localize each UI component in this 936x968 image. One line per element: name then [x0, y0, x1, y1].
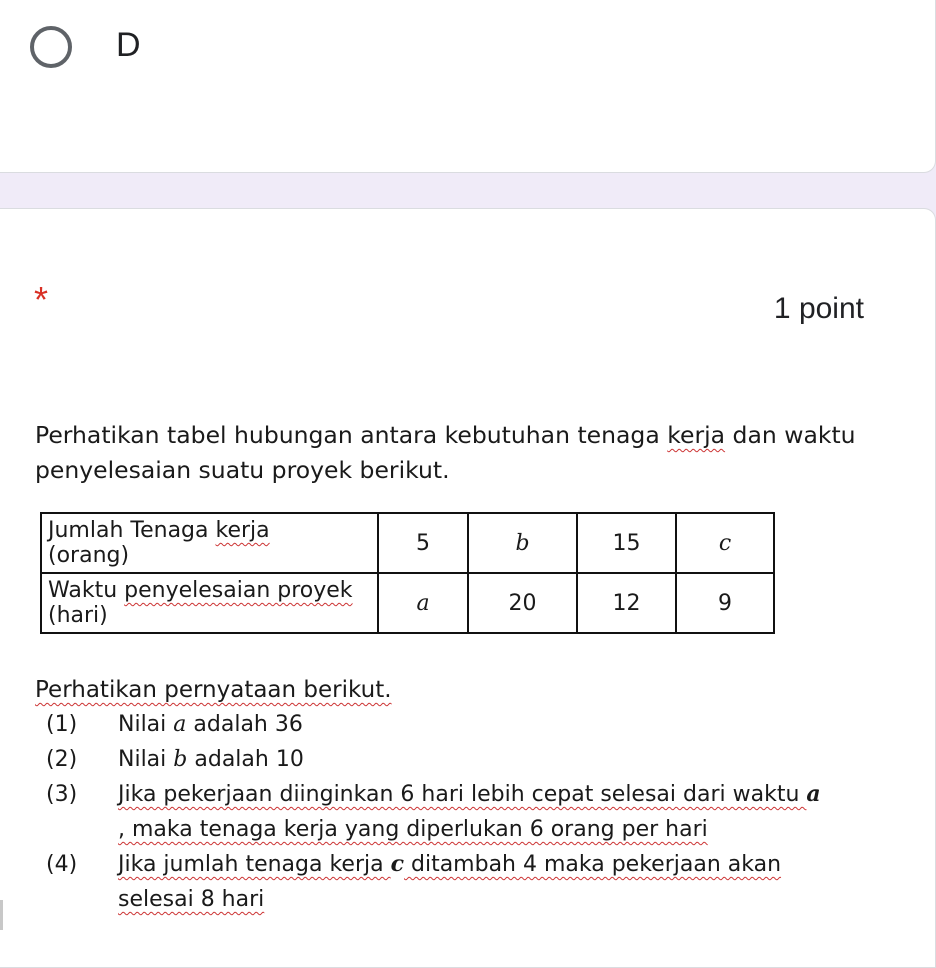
- row-header-workers: Jumlah Tenaga kerja (orang): [41, 513, 378, 573]
- table-cell: b: [468, 513, 577, 573]
- scroll-edge: [0, 900, 3, 930]
- intro-text-3: penyelesaian suatu proyek berikut.: [35, 456, 450, 484]
- table-row: [41, 573, 774, 633]
- data-table: [40, 512, 775, 634]
- question-intro: [35, 418, 915, 488]
- statement-3: (3) Jika pekerjaan diinginkan 6 hari lebih cepat selesai dari waktu a , maka tenaga kerja yang diperlukan 6 orang per hari: [46, 781, 821, 842]
- question-image: [0, 410, 936, 930]
- table-cell: 5: [378, 513, 468, 573]
- table-cell: 20: [468, 573, 577, 633]
- intro-text-2: dan waktu: [732, 421, 856, 449]
- statement-4: (4) Jika jumlah tenaga kerja c ditambah 4 maka pekerjaan akan selesai 8 hari: [46, 851, 782, 912]
- intro-word-kerja: kerja: [667, 421, 726, 449]
- table-cell: 15: [577, 513, 676, 573]
- row-header-days: Waktu penyelesaian proyek (hari): [41, 573, 378, 633]
- statements-title: Perhatikan pernyataan berikut.: [35, 677, 392, 703]
- required-asterisk: *: [34, 279, 49, 320]
- table-row: [41, 513, 774, 573]
- option-label[interactable]: D: [116, 26, 141, 64]
- radio-option-d[interactable]: [30, 26, 72, 68]
- table-cell: c: [676, 513, 774, 573]
- table-cell: a: [378, 573, 468, 633]
- points-label: 1 point: [773, 292, 864, 325]
- intro-text-1: Perhatikan tabel hubungan antara kebutuhan tenaga: [35, 421, 660, 449]
- statement-1: (1) Nilai a adalah 36: [46, 712, 303, 737]
- option-card: [0, 0, 936, 173]
- statement-2: (2) Nilai b adalah 10: [46, 747, 304, 772]
- table-cell: 9: [676, 573, 774, 633]
- table-cell: 12: [577, 573, 676, 633]
